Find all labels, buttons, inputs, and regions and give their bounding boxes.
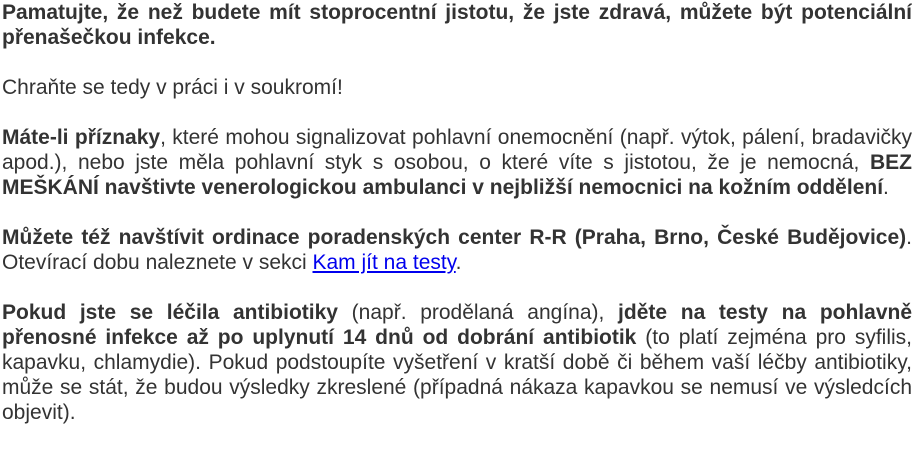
symptoms-bold-action: BEZ MEŠKÁNÍ navštivte venerologickou ambulanci v nejbližší nemocnici na kožním oddělení [2, 151, 912, 199]
paragraph-antibiotics [2, 300, 912, 425]
paragraph-symptoms [2, 125, 912, 200]
warning-bold-text: Pamatujte, že než budete mít stoprocentní jistotu, že jste zdravá, můžete být potenciální přenašečkou infekce. [2, 1, 912, 49]
symptoms-bold-lead: Máte-li příznaky [2, 126, 161, 149]
antibiotics-bold-action: jděte na testy na pohlavně přenosné infekce až po uplynutí 14 dnů od dobrání antibiotik [2, 301, 912, 349]
centers-text: . Otevírací dobu naleznete v sekci [2, 226, 912, 274]
paragraph-protect [2, 75, 912, 100]
paragraph-centers [2, 225, 912, 275]
antibiotics-text: (např. prodělaná angína), [337, 301, 619, 324]
antibiotics-bold-lead: Pokud jste se léčila antibiotiky [2, 301, 338, 324]
symptoms-text-end: . [883, 176, 889, 199]
where-to-test-link[interactable]: Kam jít na testy [312, 251, 456, 274]
paragraph-warning [2, 0, 912, 50]
centers-text-end: . [455, 251, 462, 274]
protect-text: Chraňte se tedy v práci i v soukromí! [2, 76, 343, 99]
symptoms-text: , které mohou signalizovat pohlavní onemocnění (např. výtok, pálení, bradavičky apod.), nebo jste měla pohlavní styk s osobou, o které víte s jistotou, že je nemocná, [2, 126, 912, 174]
antibiotics-text-end: (to platí zejména pro syfilis, kapavku, chlamydie). Pokud podstoupíte vyšetření v kratší době či během vaší léčby antibiotiky, může se stát, že budou výsledky zkreslené (případná nákaza kapavkou se nemusí ve výsledcích objevit). [2, 326, 912, 424]
centers-bold-text: Můžete též navštívit ordinace poradenských center R-R (Praha, Brno, České Budějovice) [2, 226, 907, 249]
